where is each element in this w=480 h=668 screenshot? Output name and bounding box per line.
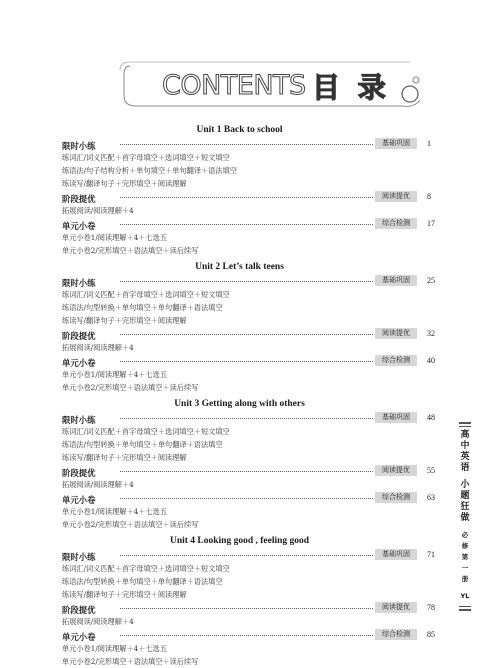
sub-entry: 拓展阅读/阅读理解＋4 xyxy=(62,480,134,489)
dot-leader xyxy=(120,498,373,499)
sub-entry: 单元小卷2/完形填空＋语法填空＋读后续写 xyxy=(62,520,199,529)
page-number: 40 xyxy=(427,356,435,365)
dot-leader xyxy=(120,224,373,225)
section-tag: 基础巩固 xyxy=(375,412,417,423)
table-of-contents xyxy=(62,120,435,668)
sub-entry: 练读写/翻译句子＋完形填空＋阅读理解 xyxy=(62,316,187,325)
dot-leader xyxy=(120,608,373,609)
dot-leader xyxy=(120,418,373,419)
sub-entry: 练语法/句子结构分析＋单句填空＋单句翻译＋语法填空 xyxy=(62,166,237,175)
section-label: 单元小卷 xyxy=(62,495,96,505)
section-tag: 阅读提优 xyxy=(375,465,417,476)
sub-entry: 拓展阅读/阅读理解＋4 xyxy=(62,343,134,352)
section-tag: 综合检测 xyxy=(375,355,417,366)
section-label: 限时小练 xyxy=(62,278,96,288)
dot-leader xyxy=(120,635,373,636)
sub-entry: 练语法/句型转换＋单句填空＋单句翻译＋语法填空 xyxy=(62,577,223,586)
section-tag: 综合检测 xyxy=(375,629,417,640)
section-label: 单元小卷 xyxy=(62,221,96,231)
sub-entry: 练语法/句型转换＋单句填空＋单句翻译＋语法填空 xyxy=(62,303,223,312)
sub-entry: 单元小卷2/完形填空＋语法填空＋读后续写 xyxy=(62,657,199,666)
sub-entry: 单元小卷1/阅读理解＋4＋七选五 xyxy=(62,233,168,242)
section-label: 限时小练 xyxy=(62,552,96,562)
section-tag: 基础巩固 xyxy=(375,138,417,149)
toc-entry[interactable] xyxy=(62,137,431,151)
dot-leader xyxy=(120,144,373,145)
page-number: 78 xyxy=(427,603,435,612)
unit-title: Unit 4 Looking good , feeling good xyxy=(169,536,310,546)
section-label: 阶段提优 xyxy=(62,605,96,615)
dot-leader xyxy=(120,361,373,362)
page-number: 1 xyxy=(427,139,431,148)
dot-leader xyxy=(120,197,373,198)
toc-entry[interactable] xyxy=(62,548,435,562)
section-tag: 综合检测 xyxy=(375,492,417,503)
page-number: 63 xyxy=(427,493,435,502)
sidebar-edition: YL xyxy=(460,592,470,600)
toc-entry[interactable] xyxy=(62,274,435,288)
sub-entry: 练词汇/词义匹配＋首字母填空＋选词填空＋短文填空 xyxy=(62,427,230,436)
sub-entry: 拓展阅读/阅读理解＋4 xyxy=(62,206,134,215)
page-number: 17 xyxy=(427,219,435,228)
section-label: 阶段提优 xyxy=(62,194,96,204)
dot-leader xyxy=(120,334,373,335)
page-number: 32 xyxy=(427,329,435,338)
page-number: 71 xyxy=(427,550,435,559)
page-number: 8 xyxy=(427,192,431,201)
section-tag: 阅读提优 xyxy=(375,328,417,339)
section-label: 单元小卷 xyxy=(62,632,96,642)
page-number: 85 xyxy=(427,630,435,639)
sub-entry: 拓展阅读/阅读理解＋4 xyxy=(62,617,134,626)
book-spine-label xyxy=(459,420,471,613)
page-number: 25 xyxy=(427,276,435,285)
toc-entry[interactable] xyxy=(62,217,435,231)
toc-entry[interactable] xyxy=(62,464,435,478)
sub-entry: 练词汇/词义匹配＋首字母填空＋选词填空＋短文填空 xyxy=(62,290,230,299)
toc-entry[interactable] xyxy=(62,411,435,425)
sub-entry: 单元小卷1/阅读理解＋4＋七选五 xyxy=(62,644,168,653)
section-tag: 阅读提优 xyxy=(375,191,417,202)
section-tag: 基础巩固 xyxy=(375,275,417,286)
dot-leader xyxy=(120,281,373,282)
mulu-title: 目 录 xyxy=(312,71,390,104)
toc-entry[interactable] xyxy=(62,628,435,642)
unit-title: Unit 1 Back to school xyxy=(196,125,283,135)
contents-header xyxy=(110,58,450,118)
unit-title: Unit 3 Getting along with others xyxy=(174,399,305,409)
sidebar-volume: 必修第一册 xyxy=(461,531,469,583)
sub-entry: 单元小卷2/完形填空＋语法填空＋读后续写 xyxy=(62,383,199,392)
toc-entry[interactable] xyxy=(62,327,435,341)
section-label: 限时小练 xyxy=(62,415,96,425)
dot-leader xyxy=(120,471,373,472)
section-tag: 阅读提优 xyxy=(375,602,417,613)
sub-entry: 练语法/句型转换＋单句填空＋单句翻译＋语法填空 xyxy=(62,440,223,449)
sub-entry: 单元小卷1/阅读理解＋4＋七选五 xyxy=(62,507,168,516)
sub-entry: 练读写/翻译句子＋完形填空＋阅读理解 xyxy=(62,453,187,462)
sub-entry: 单元小卷1/阅读理解＋4＋七选五 xyxy=(62,370,168,379)
section-tag: 综合检测 xyxy=(375,218,417,229)
toc-entry[interactable] xyxy=(62,491,435,505)
sub-entry: 练词汇/词义匹配＋首字母填空＋选词填空＋短文填空 xyxy=(62,153,230,162)
section-tag: 基础巩固 xyxy=(375,549,417,560)
sub-entry: 练词汇/词义匹配＋首字母填空＋选词填空＋短文填空 xyxy=(62,564,230,573)
contents-title: CONTENTS xyxy=(162,70,306,101)
sidebar-series: 小题狂做 xyxy=(460,480,470,523)
toc-entry[interactable] xyxy=(62,601,435,615)
section-label: 单元小卷 xyxy=(62,358,96,368)
page-number: 55 xyxy=(427,466,435,475)
sidebar-subject: 高中英语 xyxy=(460,430,470,473)
toc-entry[interactable] xyxy=(62,190,431,204)
unit-title: Unit 2 Let’s talk teens xyxy=(195,262,284,272)
section-label: 阶段提优 xyxy=(62,331,96,341)
toc-entry[interactable] xyxy=(62,354,435,368)
section-label: 阶段提优 xyxy=(62,468,96,478)
sub-entry: 练读写/翻译句子＋完形填空＋阅读理解 xyxy=(62,590,187,599)
sub-entry: 单元小卷2/完形填空＋语法填空＋读后续写 xyxy=(62,246,199,255)
dot-leader xyxy=(120,555,373,556)
page-number: 48 xyxy=(427,413,435,422)
section-label: 限时小练 xyxy=(62,141,96,151)
sub-entry: 练读写/翻译句子＋完形填空＋阅读理解 xyxy=(62,179,187,188)
